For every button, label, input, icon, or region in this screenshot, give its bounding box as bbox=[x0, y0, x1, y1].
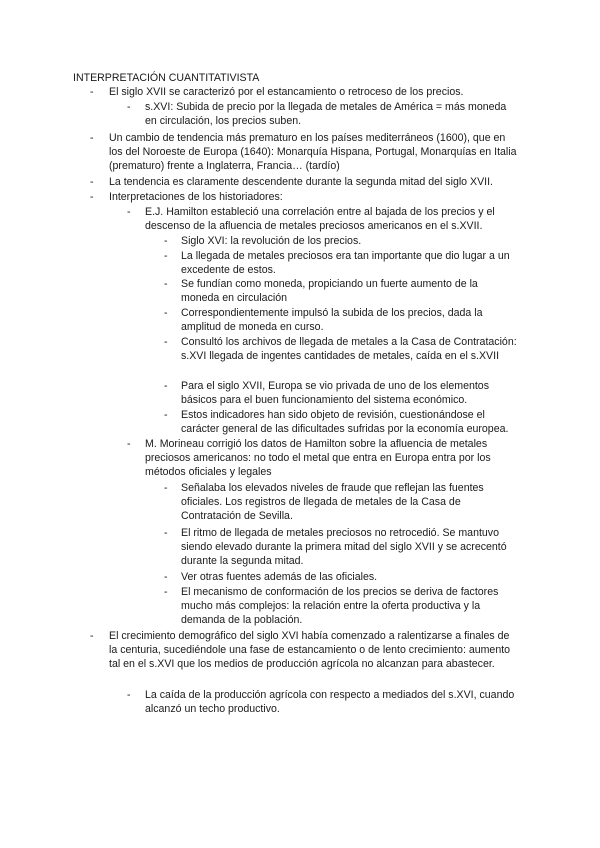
list-item-text: Estos indicadores han sido objeto de revisión, cuestionándose el carácter general de las dificultades sufridas por la economía europea. bbox=[181, 409, 509, 436]
list-item-text: Un cambio de tendencia más prematuro en los países mediterráneos (1600), que en los del Noroeste de Europa (1640): Monarquía Hispana, Portugal, Monarquías en Italia (prematuro) frente a Inglaterra, Francia… (tardío) bbox=[109, 132, 517, 173]
bullet-dash: - bbox=[164, 307, 168, 319]
list-item bbox=[164, 306, 519, 334]
list-item-text: Correspondientemente impulsó la subida de los precios, dada la amplitud de moneda en curso. bbox=[181, 307, 483, 334]
bullet-dash: - bbox=[127, 438, 131, 450]
bullet-dash: - bbox=[90, 176, 94, 188]
list-item bbox=[164, 481, 519, 524]
list-item bbox=[164, 408, 519, 436]
list-item-text: E.J. Hamilton estableció una correlación entre al bajada de los precios y el descenso de la afluencia de metales preciosos americanos en el s.XVII. bbox=[145, 206, 495, 233]
list-item bbox=[127, 100, 519, 128]
list-item-text: Se fundían como moneda, propiciando un fuerte aumento de la moneda en circulación bbox=[181, 278, 478, 305]
bullet-dash: - bbox=[164, 250, 168, 262]
list-item bbox=[164, 570, 519, 584]
bullet-dash: - bbox=[164, 586, 168, 598]
list-item bbox=[127, 205, 519, 233]
bullet-dash: - bbox=[164, 482, 168, 494]
bullet-dash: - bbox=[164, 409, 168, 421]
list-item-text: El siglo XVII se caracterizó por el estancamiento o retroceso de los precios. bbox=[109, 86, 464, 98]
bullet-dash: - bbox=[164, 527, 168, 539]
list-item bbox=[164, 585, 519, 628]
list-item-text: s.XVI: Subida de precio por la llegada de metales de América = más moneda en circulación, los precios suben. bbox=[145, 101, 507, 128]
list-item bbox=[164, 277, 519, 305]
bullet-dash: - bbox=[164, 278, 168, 290]
list-item-text: El crecimiento demográfico del siglo XVI había comenzado a ralentizarse a finales de la centuria, sucediéndole una fase de estancamiento o de lento crecimiento: aumento tal en el s.XVI que los medios de producción agrícola no alcanzan para abastecer. bbox=[109, 630, 511, 671]
list-item-text: Para el siglo XVII, Europa se vio privada de uno de los elementos básicos para el buen funcionamiento del sistema económico. bbox=[181, 380, 489, 407]
list-item bbox=[164, 379, 519, 407]
bullet-dash: - bbox=[164, 380, 168, 392]
bullet-dash: - bbox=[127, 689, 131, 701]
bullet-dash: - bbox=[164, 571, 168, 583]
list-item bbox=[90, 190, 519, 204]
bullet-dash: - bbox=[164, 336, 168, 348]
bullet-dash: - bbox=[164, 235, 168, 247]
bullet-dash: - bbox=[127, 101, 131, 113]
document-title: INTERPRETACIÓN CUANTITATIVISTA bbox=[73, 72, 260, 84]
list-item-text: La caída de la producción agrícola con respecto a mediados del s.XVI, cuando alcanzó un techo productivo. bbox=[145, 689, 515, 716]
list-item-text: Señalaba los elevados niveles de fraude que reflejan las fuentes oficiales. Los registros de llegada de metales de la Casa de Contratación de Sevilla. bbox=[181, 482, 484, 523]
list-item bbox=[164, 234, 519, 248]
list-item-text: La tendencia es claramente descendente durante la segunda mitad del siglo XVII. bbox=[109, 176, 493, 188]
list-item-text: El ritmo de llegada de metales preciosos no retrocedió. Se mantuvo siendo elevado durante la primera mitad del siglo XVII y se acrecentó durante la segunda mitad. bbox=[181, 527, 507, 568]
bullet-dash: - bbox=[90, 191, 94, 203]
list-item-text: Interpretaciones de los historiadores: bbox=[109, 191, 283, 203]
list-item bbox=[127, 688, 519, 716]
bullet-dash: - bbox=[90, 630, 94, 642]
list-item-text: El mecanismo de conformación de los precios se deriva de factores mucho más complejos: la relación entre la oferta productiva y la demanda de la población. bbox=[181, 586, 499, 627]
list-item bbox=[164, 249, 519, 277]
list-item bbox=[90, 175, 519, 189]
list-item-text: Siglo XVI: la revolución de los precios. bbox=[181, 235, 362, 247]
list-item bbox=[164, 335, 519, 363]
list-item-text: Consultó los archivos de llegada de metales a la Casa de Contratación: s.XVI llegada de ingentes cantidades de metales, caída en el s.XVII bbox=[181, 336, 517, 363]
list-item bbox=[90, 85, 519, 99]
bullet-dash: - bbox=[90, 86, 94, 98]
list-item-text: La llegada de metales preciosos era tan importante que dio lugar a un excedente de estos. bbox=[181, 250, 510, 277]
list-item bbox=[164, 526, 519, 569]
list-item bbox=[90, 131, 519, 174]
bullet-dash: - bbox=[90, 132, 94, 144]
list-item-text: Ver otras fuentes además de las oficiales. bbox=[181, 571, 378, 583]
list-item-text: M. Morineau corrigió los datos de Hamilton sobre la afluencia de metales preciosos americanos: no todo el metal que entra en Europa entra por los métodos oficiales y legales bbox=[145, 438, 491, 479]
list-item bbox=[127, 437, 519, 480]
list-item bbox=[90, 629, 519, 672]
bullet-dash: - bbox=[127, 206, 131, 218]
